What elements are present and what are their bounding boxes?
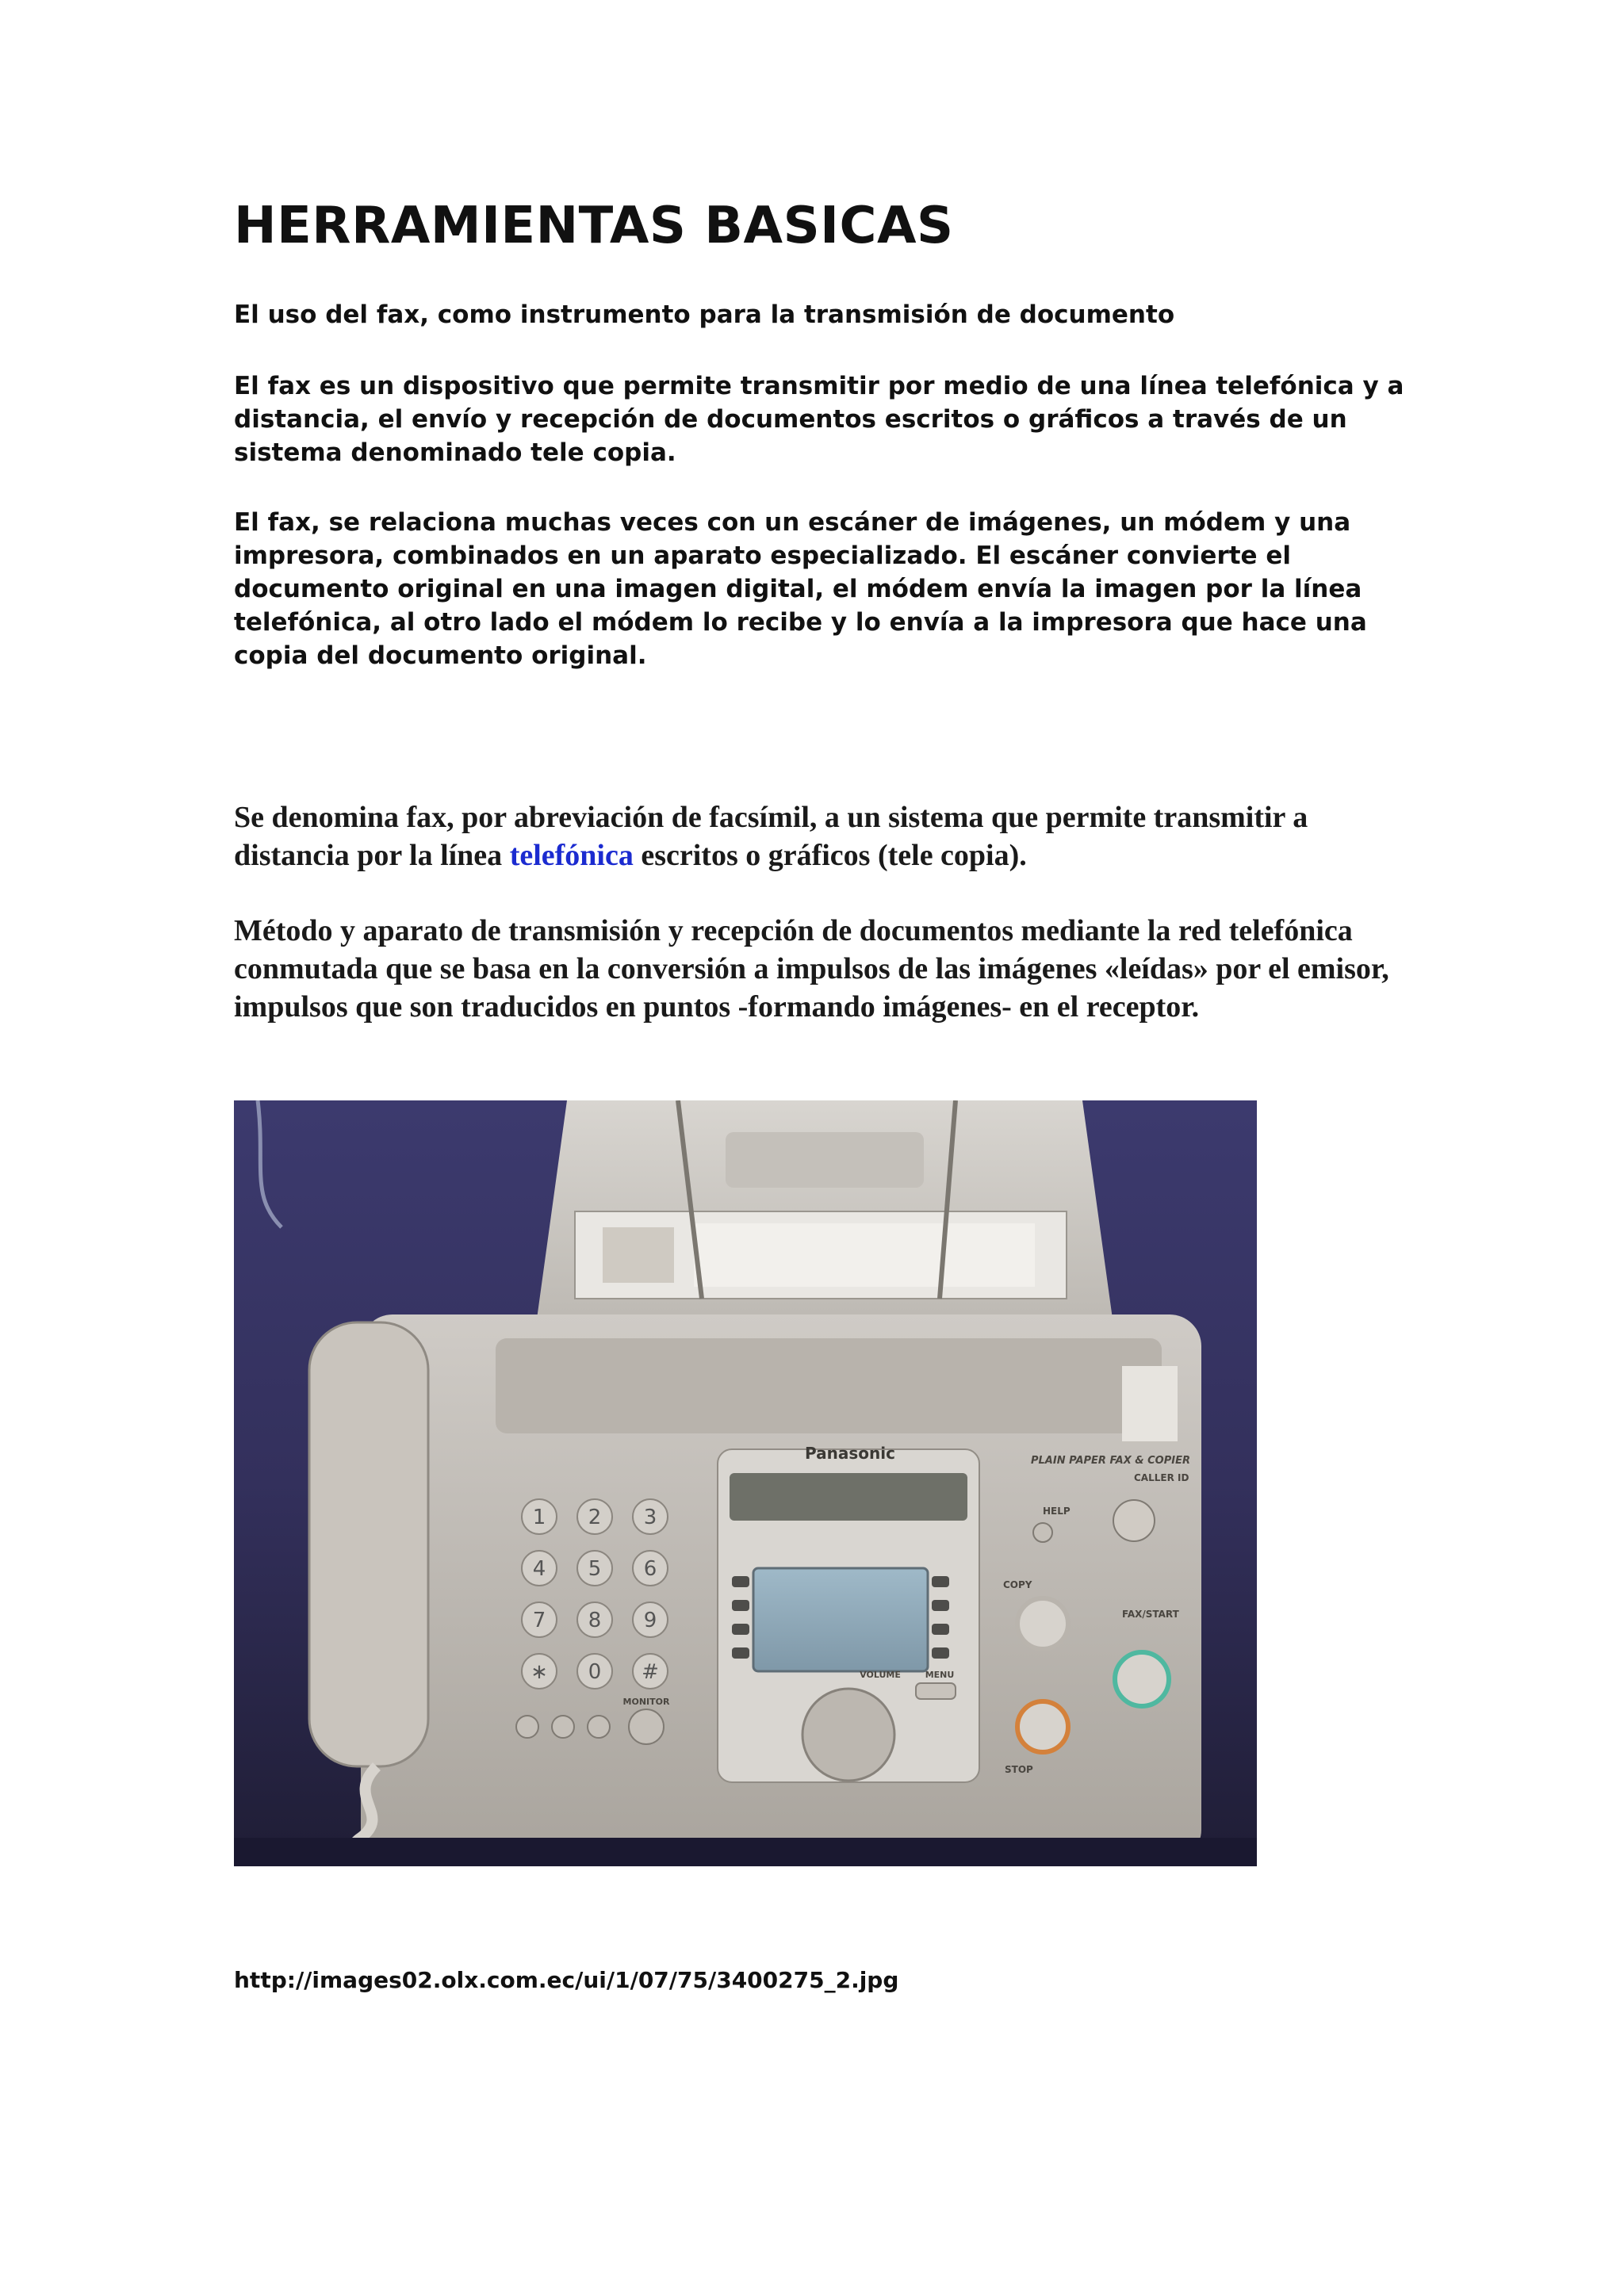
telefonica-link[interactable]: telefónica	[509, 839, 634, 872]
telephone-handset	[309, 1322, 428, 1766]
stop-button	[1017, 1701, 1068, 1752]
fax-start-button	[1115, 1652, 1169, 1706]
svg-text:2: 2	[588, 1506, 602, 1529]
stop-label: STOP	[1005, 1764, 1033, 1775]
fax-start-label: FAX/START	[1122, 1609, 1179, 1620]
help-label: HELP	[1043, 1506, 1071, 1517]
paragraph-fax-definition: El fax es un dispositivo que permite transmitir por medio de una línea telefónica y a distancia, el envío y recepción de documentos escritos o gráficos a través de un sistema denominado tele copia.	[234, 372, 1404, 467]
copy-label: COPY	[1003, 1579, 1032, 1590]
fax-machine-photo	[234, 1100, 1257, 1866]
paragraph-method: Método y aparato de transmisión y recepción de documentos mediante la red telefónica conmutada que se basa en la conversión a impulsos de las imágenes «leídas» por el emisor, impulsos que son traducidos en puntos -formando imágenes- en el receptor.	[234, 914, 1389, 1024]
menu-label: MENU	[925, 1670, 955, 1680]
paragraph-fax-components: El fax, se relaciona muchas veces con un escáner de imágenes, un módem y una impresora, combinados en un aparato especializado. El escáner convierte el documento original en una imagen digital, el módem envía la imagen por la línea telefónica, al otro lado el módem lo recibe y lo envía a la impresora que hace una copia del documento original.	[234, 508, 1367, 670]
svg-text:3: 3	[643, 1506, 657, 1529]
paragraph-facsimil	[234, 798, 1408, 874]
svg-text:6: 6	[643, 1557, 657, 1581]
svg-text:4: 4	[532, 1557, 546, 1581]
svg-text:∗: ∗	[530, 1660, 548, 1684]
plain-paper-fax-label: PLAIN PAPER FAX & COPIER	[1031, 1455, 1190, 1467]
volume-label: VOLUME	[860, 1670, 901, 1680]
caller-id-label: CALLER ID	[1134, 1472, 1189, 1483]
paragraph-facsimil-text-end: escritos o gráficos (tele copia).	[633, 839, 1027, 872]
lcd-display	[730, 1473, 967, 1521]
paragraph-facsimil-text-start: Se denomina fax, por abreviación de facsímil, a un sistema que permite transmitir a distancia por la línea	[234, 801, 1308, 872]
svg-text:5: 5	[588, 1557, 602, 1581]
monitor-label: MONITOR	[622, 1697, 670, 1707]
copy-button	[1017, 1598, 1068, 1649]
color-screen	[753, 1568, 928, 1671]
svg-text:9: 9	[643, 1609, 657, 1632]
svg-text:#: #	[642, 1660, 659, 1684]
page-title: HERRAMIENTAS BASICAS	[234, 197, 954, 255]
image-source-url[interactable]: http://images02.olx.com.ec/ui/1/07/75/3400275_2.jpg	[234, 1967, 899, 1993]
svg-text:8: 8	[588, 1609, 602, 1632]
svg-text:7: 7	[532, 1609, 546, 1632]
svg-text:1: 1	[532, 1506, 546, 1529]
svg-text:0: 0	[588, 1660, 602, 1684]
subtitle: El uso del fax, como instrumento para la transmisión de documento	[234, 300, 1175, 329]
navigator-dial	[802, 1689, 894, 1781]
brand-label: Panasonic	[805, 1444, 895, 1463]
